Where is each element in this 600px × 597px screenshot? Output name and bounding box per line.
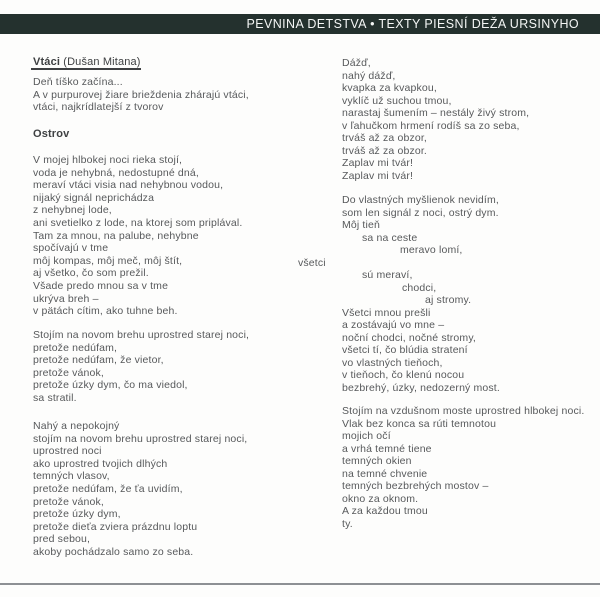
lyric-line: Nahý a nepokojný <box>33 420 120 432</box>
lyric-line: spočívajú v tme <box>33 242 109 255</box>
stanza-ostrov-2 <box>33 329 249 405</box>
lyric-line: sú meraví, <box>362 269 413 281</box>
lyric-line: bezbrehý, úzky, nedozerný most. <box>342 381 500 394</box>
lyric-line: pretože dieťa zviera prázdnu loptu <box>33 520 198 533</box>
lyric-line: vtáci, najkrídlatejší z tvorov <box>33 101 164 114</box>
lyric-line: a vrhá temné tiene <box>342 442 432 455</box>
header-bar <box>0 14 600 34</box>
lyric-line: Vlak bez konca sa rúti temnotou <box>342 417 497 430</box>
lyric-line: okno za oknom. <box>342 492 419 505</box>
stanza-right-2 <box>298 194 500 394</box>
lyric-line: ako uprostred tvojich dlhých <box>33 457 168 470</box>
lyric-line: pretože úzky dym, čo ma viedol, <box>33 379 188 392</box>
song-author-text: (Dušan Mitana) <box>63 56 141 68</box>
lyric-line: kvapka za kvapkou, <box>342 82 437 94</box>
lyric-line: v pätách cítim, ako tuhne beh. <box>33 305 178 318</box>
lyric-line: môj kompas, môj meč, môj štít, <box>33 254 183 267</box>
lyric-line: Deň tíško začína... <box>33 76 123 88</box>
lyric-line: ani svetielko z lode, na ktorej som priplával. <box>33 216 243 229</box>
lyric-line: Tam za mnou, na palube, nehybne <box>33 229 199 242</box>
lyric-line: Stojím na novom brehu uprostred starej noci, <box>33 329 250 341</box>
lyric-line: a zostávajú vo mne – <box>342 319 445 331</box>
lyric-line: uprostred noci <box>33 445 102 458</box>
lyric-line: temných bezbrehých mostov – <box>342 480 489 492</box>
lyric-line: trváš až za obzor. <box>342 144 427 157</box>
stanza-ostrov-3 <box>33 420 247 559</box>
stanza-vtaci-1 <box>33 76 249 114</box>
lyric-line: nijaký signál neprichádza <box>33 191 155 204</box>
lyric-line: vo vlastných tieňoch, <box>342 356 443 369</box>
lyric-line: narastaj šumením – nestály živý strom, <box>342 107 530 119</box>
stanza-right-3 <box>342 405 584 530</box>
lyric-line: trváš až za obzor, <box>342 132 427 144</box>
lyric-line: na temné chvenie <box>342 467 428 480</box>
page-header-title: PEVNINA DETSTVA • TEXTY PIESNÍ DEŽA URSINYHO <box>246 17 579 31</box>
lyric-line: sa stratil. <box>33 391 77 404</box>
lyric-line: pretože nedúfam, že vietor, <box>33 354 164 367</box>
lyric-line: pretože vánok, <box>33 495 104 508</box>
lyric-line: akoby pochádzalo samo zo seba. <box>33 545 194 558</box>
lyric-line: mojich očí <box>342 430 391 442</box>
lyric-line: meravo lomí, <box>400 244 463 256</box>
lyric-line: aj všetko, čo som prežil. <box>33 267 149 280</box>
lyric-line: voda je nehybná, nedostupné dná, <box>33 166 199 179</box>
lyric-line: všetci tí, čo blúdia stratení <box>342 344 468 356</box>
lyric-line: chodci, <box>402 281 437 294</box>
stanza-right-1 <box>342 57 529 182</box>
lyric-line: nahý dážď, <box>342 69 396 82</box>
lyric-line: Zaplav mi tvár! <box>342 157 414 169</box>
lyric-line: pretože úzky dym, <box>33 508 121 521</box>
lyric-line: ty. <box>342 517 353 530</box>
lyric-line: všetci <box>298 256 326 269</box>
lyric-line: pretože vánok, <box>33 366 104 379</box>
lyric-line: meraví vtáci visia nad nehybnou vodou, <box>33 179 224 192</box>
lyric-line: pretože nedúfam, <box>33 341 118 354</box>
lyric-line: Dážď, <box>342 57 371 69</box>
title-underline <box>31 68 141 70</box>
lyric-line: V mojej hlbokej noci rieka stojí, <box>33 154 183 166</box>
lyric-line: temných vlasov, <box>33 470 110 483</box>
lyric-line: vyklíč už suchou tmou, <box>342 94 452 107</box>
lyric-line: aj stromy. <box>425 294 472 306</box>
lyric-line: noční chodci, nočné stromy, <box>342 331 477 344</box>
lyric-line: Všetci mnou prešli <box>342 306 431 319</box>
lyric-line: Všade predo mnou sa v tme <box>33 279 169 292</box>
song-title-vtaci <box>33 56 141 68</box>
lyric-line: Do vlastných myšlienok nevidím, <box>342 194 499 206</box>
lyric-line: sa na ceste <box>362 231 418 244</box>
lyric-line: ukrýva breh – <box>33 292 99 305</box>
song-title-ostrov: Ostrov <box>33 128 70 140</box>
lyric-line: Môj tieň <box>342 219 380 231</box>
lyric-line: pretože nedúfam, že ťa uvidím, <box>33 482 183 495</box>
lyric-line: temných okien <box>342 455 412 467</box>
lyric-line: stojím na novom brehu uprostred starej noci, <box>33 432 248 445</box>
lyric-line: v tieňoch, čo klenú nocou <box>342 369 465 381</box>
lyric-line: pred sebou, <box>33 533 91 546</box>
page-bottom-edge <box>0 583 600 585</box>
song-title-text: Vtáci <box>33 56 61 68</box>
stanza-ostrov-1 <box>33 154 242 318</box>
lyric-line: v ľahučkom hrmení rodíš sa zo seba, <box>342 119 520 132</box>
lyric-line: Zaplav mi tvár! <box>342 169 414 182</box>
lyric-line: som len signál z noci, ostrý dym. <box>342 206 499 219</box>
lyric-line: Stojím na vzdušnom moste uprostred hlbokej noci. <box>342 405 585 417</box>
lyric-line: A za každou tmou <box>342 505 428 517</box>
lyric-line: z nehybnej lode, <box>33 204 112 217</box>
lyric-line: A v purpurovej žiare brieždenia zhárajú vtáci, <box>33 88 249 101</box>
